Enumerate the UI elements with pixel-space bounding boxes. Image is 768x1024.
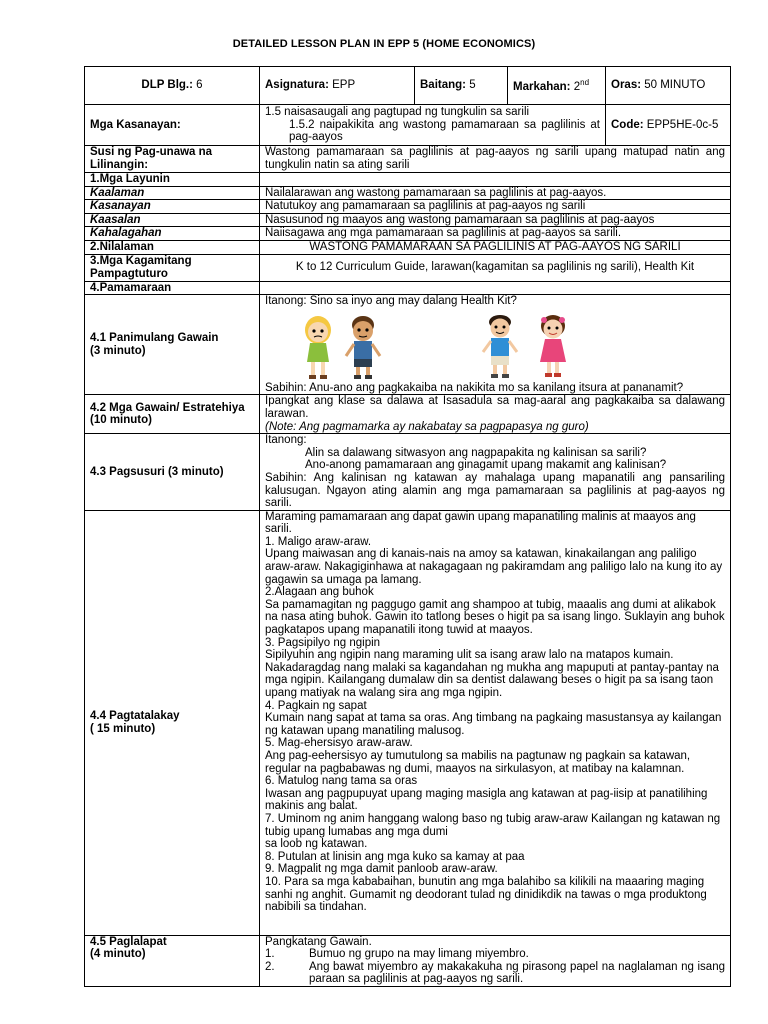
discussion-line: Upang maiwasan ang di kanais-nais na amoy sa katawan, kinakailangan ang paliligo araw-araw. Nakagiginhawa at nakagagaan ng pakiramdam ang paliligo lalo na kung ito ay gagawin sa umaga pa lamang. — [265, 548, 723, 586]
layunin-kasanayan-row — [85, 200, 731, 214]
markahan-cell — [508, 67, 606, 105]
dlp-value: 6 — [192, 79, 203, 92]
layunin-kaasalan-row — [85, 213, 731, 227]
list-item-text: Bumuo ng grupo na may limang miyembro. — [309, 948, 529, 961]
discussion-line: Sipilyuhin ang ngipin nang maraming ulit sa isang araw lalo na matapos kumain. Nakadaragdag nang malaki sa kagandahan ng mukha ang mapuputi at pantay-pantay na mga ngipin. Kailangang dumalaw din sa dentist dalawang beses o higit pa sa isang taon upang matiyak na walang sira ang mga ngipin. — [265, 649, 719, 699]
kasanayan-label: Mga Kasanayan: — [85, 105, 260, 146]
list-item — [265, 948, 725, 961]
paglalapat-time: (4 minuto) — [90, 948, 146, 961]
discussion-line: 2.Alagaan ang buhok — [265, 586, 374, 599]
kahalagahan-text: Naiisagawa ang mga pamamaraan sa paglilinis at pag-aayos sa sarili. — [260, 227, 731, 241]
discussion-line: Sa pamamagitan ng paggugo gamit ang shampoo at tubig, maaalis ang dumi at alikabok na nasa ating buhok. Gawin ito tatlong beses o higit pa sa isang lingo. Suklayin ang buhok pagkatapos upang mapanatili itong tuwid at maayos. — [265, 598, 725, 637]
page-title: DETAILED LESSON PLAN IN EPP 5 (HOME ECONOMICS) — [232, 38, 536, 50]
kasanayan-line1: 1.5 naisasaugali ang pagtupad ng tungkulin sa sarili — [265, 106, 530, 119]
gawain-label: 4.2 Mga Gawain/ Estratehiya — [90, 401, 245, 414]
discussion-line: 3. Pagsipilyo ng ngipin — [265, 636, 381, 649]
discussion-line: 8. Putulan at linisin ang mga kuko sa kamay at paa — [265, 850, 525, 863]
susi-label: Susi ng Pag-unawa na Lilinangin: — [85, 146, 260, 173]
gawain-label-cell — [85, 395, 260, 434]
baitang-cell — [415, 67, 508, 105]
paglalapat-label: 4.5 Paglalapat — [90, 935, 167, 948]
dlp-cell — [85, 67, 260, 105]
panimula-label-cell — [85, 295, 260, 395]
pagtatalakay-time: ( 15 minuto) — [90, 722, 156, 735]
pagsusuri-content — [260, 434, 731, 511]
pamamaraan-row — [85, 281, 731, 295]
lesson-plan-table — [84, 66, 731, 987]
discussion-line: Maraming pamamaraan ang dapat gawin upang mapanatiling malinis at maayos ang sarili. — [265, 510, 696, 536]
kasanayan-row — [85, 105, 731, 146]
pagsusuri-question-2: Ano-anong pamamaraan ang ginagamit upang makamit ang kalinisan? — [305, 459, 667, 472]
panimula-row — [85, 295, 731, 395]
kasanayan-line2: 1.5.2 naipakikita ang wastong pamamaraan sa paglilinis at pag-aayos — [289, 118, 600, 144]
oras-cell — [606, 67, 731, 105]
gawain-content — [260, 395, 731, 434]
illustrations — [265, 308, 725, 382]
kaasalan-text: Nasusunod ng maayos ang wastong pamamaraan sa paglilinis at pag-aayos — [260, 213, 731, 227]
nilalaman-text: WASTONG PAMAMARAAN SA PAGLILINIS AT PAG-AAYOS NG SARILI — [260, 240, 731, 254]
tidy-kids-illustration — [473, 310, 583, 382]
panimula-question: Itanong: Sino sa inyo ang may dalang Health Kit? — [265, 295, 517, 308]
oras-label: Oras: — [611, 79, 642, 92]
kagamitan-row — [85, 254, 731, 281]
dlp-label: DLP Blg.: — [141, 79, 193, 92]
pagtatalakay-label-cell — [85, 510, 260, 935]
list-item — [265, 961, 725, 986]
gawain-note: (Note: Ang pagmamarka ay nakabatay sa pagpapasya ng guro) — [265, 420, 589, 433]
kasanayan-text — [260, 105, 606, 146]
nilalaman-label: 2.Nilalaman — [85, 240, 260, 254]
code-value: EPP5HE-0c-5 — [643, 118, 719, 131]
layunin-label: 1.Mga Layunin — [85, 173, 260, 187]
paglalapat-row — [85, 935, 731, 986]
discussion-line: Iwasan ang pagpupuyat upang maging masigla ang katawan at pag-iisip at panatilihing makinis ang balat. — [265, 787, 708, 813]
kasanayan-obj-text: Natutukoy ang pamamaraan sa paglilinis at pag-aayos ng sarili — [260, 200, 731, 214]
code-label: Code: — [611, 118, 644, 131]
panimula-label: 4.1 Panimulang Gawain — [90, 332, 219, 345]
kahalagahan-label: Kahalagahan — [85, 227, 260, 241]
discussion-line: Ang pag-eehersisyo ay tumutulong sa mabilis na pagtunaw ng pagkain sa katawan, regular na pagbabawas ng dumi, maayos na sirkulasyon, at matibay na kalamnan. — [265, 749, 691, 775]
kaalaman-text: Nailalarawan ang wastong pamamaraan sa paglilinis at pag-aayos. — [260, 186, 731, 200]
discussion-line: 9. Magpalit ng mga damit panloob araw-araw. — [265, 863, 498, 876]
gawain-time: (10 minuto) — [90, 414, 152, 427]
untidy-kids-illustration — [293, 310, 393, 382]
pagtatalakay-label: 4.4 Pagtatalakay — [90, 710, 180, 723]
code-cell — [606, 105, 731, 146]
discussion-line: 5. Mag-ehersisyo araw-araw. — [265, 737, 413, 750]
kagamitan-label: 3.Mga Kagamitang Pampagtuturo — [85, 254, 260, 281]
baitang-label: Baitang: — [420, 79, 466, 92]
oras-value: 50 MINUTO — [641, 79, 706, 92]
list-item-number: 2. — [265, 960, 275, 973]
kagamitan-text: K to 12 Curriculum Guide, larawan(kagamitan sa paglilinis ng sarili), Health Kit — [260, 254, 731, 281]
pamamaraan-label: 4.Pamamaraan — [85, 281, 260, 295]
panimula-content — [260, 295, 731, 395]
pamamaraan-empty — [260, 281, 731, 295]
discussion-line: 10. Para sa mga kababaihan, bunutin ang mga balahibo sa kilikili na maaaring maging sanhi ng anghit. Gumamit ng deodorant tulad ng dinidikdik na tawas o mga produktong nabibili sa tindahan. — [265, 875, 707, 914]
list-item-number: 1. — [265, 948, 275, 961]
discussion-line: 7. Uminom ng anim hanggang walong baso ng tubig araw-araw Kailangan ng katawan ng tubig upang lumabas ang mga dumi — [265, 812, 721, 838]
discussion-line: 4. Pagkain ng sapat — [265, 699, 367, 712]
paglalapat-label-cell — [85, 935, 260, 986]
kasanayan-obj-label: Kasanayan — [85, 200, 260, 214]
paglalapat-content — [260, 935, 731, 986]
nilalaman-row — [85, 240, 731, 254]
layunin-kahalagahan-row — [85, 227, 731, 241]
kaasalan-label: Kaasalan — [85, 213, 260, 227]
panimula-prompt: Sabihin: Anu-ano ang pagkakaiba na nakikita mo sa kanilang itsura at pananamit? — [265, 381, 684, 394]
discussion-line: 1. Maligo araw-araw. — [265, 535, 372, 548]
discussion-line: sa loob ng katawan. — [265, 838, 368, 851]
baitang-value: 5 — [466, 79, 476, 92]
gawain-row — [85, 395, 731, 434]
pagtatalakay-content — [260, 510, 731, 935]
asignatura-label: Asignatura: — [265, 79, 329, 92]
susi-text: Wastong pamamaraan sa paglilinis at pag-aayos ng sarili upang matupad natin ang tungkulin natin sa ating sarili — [260, 146, 731, 173]
header-row — [85, 67, 731, 105]
kaalaman-label: Kaalaman — [85, 186, 260, 200]
pagsusuri-sabihin: Sabihin: Ang kalinisan ng katawan ay mahalaga upang mapanatili ang pansariling kalusugan. Ngayon ating alamin ang mga pamamaraan sa paglilinis at pag-aayos ng sarili. — [265, 471, 725, 510]
pagsusuri-label: 4.3 Pagsusuri (3 minuto) — [85, 434, 260, 511]
discussion-line: 6. Matulog nang tama sa oras — [265, 775, 418, 788]
panimula-time: (3 minuto) — [90, 344, 146, 357]
discussion-line: Kumain nang sapat at tama sa oras. Ang timbang na pagkaing masustansya ay kailangan ng katawan upang manatiling malusog. — [265, 712, 722, 737]
markahan-label: Markahan: — [513, 81, 571, 94]
pagsusuri-row — [85, 434, 731, 511]
asignatura-value: EPP — [328, 79, 356, 92]
markahan-value: 2 — [570, 81, 581, 94]
layunin-empty — [260, 173, 731, 187]
layunin-row — [85, 173, 731, 187]
markahan-superscript: nd — [580, 78, 590, 88]
pagsusuri-itanong: Itanong: — [265, 434, 307, 447]
pagsusuri-question-1: Alin sa dalawang sitwasyon ang nagpapakita ng kalinisan sa sarili? — [305, 446, 647, 459]
gawain-text: Ipangkat ang klase sa dalawa at Isasadula sa mag-aaral ang pagkakaiba sa dalawang larawan. — [265, 395, 725, 420]
asignatura-cell — [260, 67, 415, 105]
list-item-text: Ang bawat miyembro ay makakakuha ng pirasong papel na naglalaman ng isang paraan sa paglilinis at pag-aayos ng sarili. — [309, 960, 725, 986]
layunin-kaalaman-row — [85, 186, 731, 200]
pagtatalakay-row — [85, 510, 731, 935]
paglalapat-intro: Pangkatang Gawain. — [265, 935, 372, 948]
susi-row — [85, 146, 731, 173]
